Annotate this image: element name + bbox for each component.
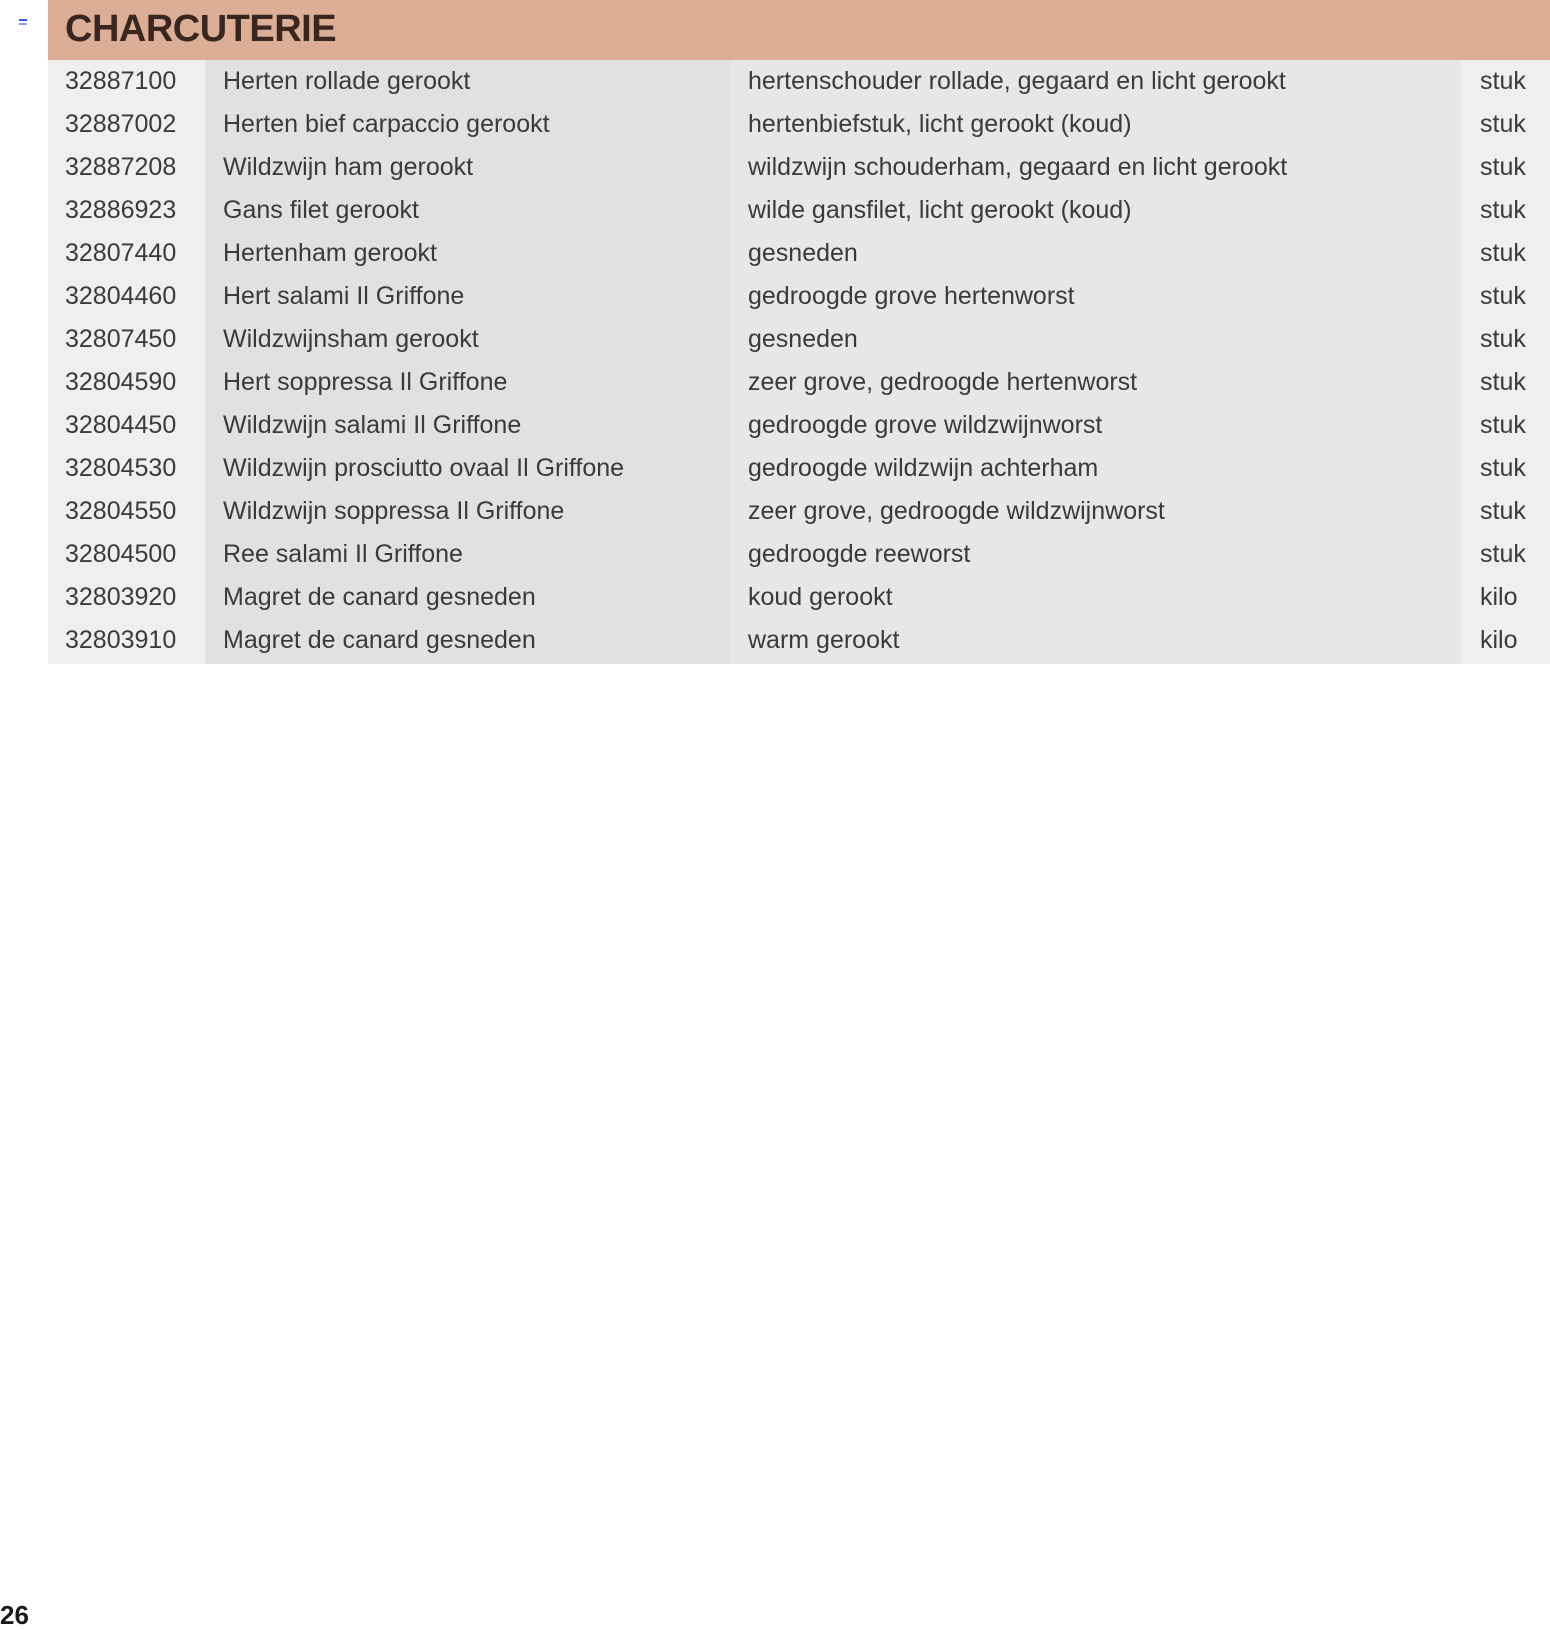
product-description: gedroogde grove wildzwijnworst: [748, 411, 1103, 439]
product-name: Herten rollade gerookt: [223, 67, 471, 95]
flag-icon: [19, 19, 27, 25]
product-name: Wildzwijn ham gerookt: [223, 153, 474, 181]
article-code: 32803910: [65, 626, 177, 654]
table-row: [48, 103, 1550, 146]
product-unit: stuk: [1480, 67, 1526, 95]
article-code: 32804590: [65, 368, 177, 396]
article-code: 32886923: [65, 196, 177, 224]
product-name: Hertenham gerookt: [223, 239, 438, 267]
product-name: Herten bief carpaccio gerookt: [223, 110, 550, 138]
product-description: zeer grove, gedroogde wildzwijnworst: [748, 497, 1165, 525]
product-unit: stuk: [1480, 497, 1526, 525]
product-description: hertenschouder rollade, gegaard en licht gerookt: [748, 67, 1286, 95]
product-description: koud gerookt: [748, 583, 893, 611]
table-row: [48, 232, 1550, 275]
product-description: wildzwijn schouderham, gegaard en licht gerookt: [748, 153, 1288, 181]
product-name: Wildzwijn prosciutto ovaal Il Griffone: [223, 454, 625, 482]
product-name: Magret de canard gesneden: [223, 583, 536, 611]
article-code: 32807450: [65, 325, 177, 353]
section-header: [48, 0, 1550, 60]
article-code: 32807440: [65, 239, 177, 267]
article-code: 32804530: [65, 454, 177, 482]
product-name: Wildzwijn soppressa Il Griffone: [223, 497, 565, 525]
product-description: warm gerookt: [748, 626, 900, 654]
table-row: [48, 146, 1550, 189]
table-row: [48, 490, 1550, 533]
product-unit: stuk: [1480, 196, 1526, 224]
product-description: hertenbiefstuk, licht gerookt (koud): [748, 110, 1132, 138]
article-code: 32804550: [65, 497, 177, 525]
product-unit: kilo: [1480, 626, 1518, 654]
product-description: gedroogde wildzwijn achterham: [748, 454, 1099, 482]
product-description: gesneden: [748, 239, 858, 267]
table-row: [48, 189, 1550, 232]
product-unit: stuk: [1480, 325, 1526, 353]
product-description: zeer grove, gedroogde hertenworst: [748, 368, 1138, 396]
table-row: [48, 318, 1550, 361]
product-table: [48, 60, 1550, 664]
table-row: [48, 533, 1550, 576]
table-row: [48, 619, 1550, 662]
article-code: 32804450: [65, 411, 177, 439]
product-unit: stuk: [1480, 540, 1526, 568]
table-row: [48, 275, 1550, 318]
article-code: 32887208: [65, 153, 177, 181]
product-description: gesneden: [748, 325, 858, 353]
article-code: 32887100: [65, 67, 177, 95]
article-code: 32887002: [65, 110, 177, 138]
section-title: CHARCUTERIE: [65, 8, 337, 50]
table-row: [48, 404, 1550, 447]
product-description: gedroogde reeworst: [748, 540, 971, 568]
product-description: wilde gansfilet, licht gerookt (koud): [748, 196, 1132, 224]
product-name: Hert soppressa Il Griffone: [223, 368, 508, 396]
product-unit: stuk: [1480, 110, 1526, 138]
product-unit: stuk: [1480, 239, 1526, 267]
table-row: [48, 60, 1550, 103]
article-code: 32804500: [65, 540, 177, 568]
article-code: 32804460: [65, 282, 177, 310]
product-unit: stuk: [1480, 282, 1526, 310]
product-unit: kilo: [1480, 583, 1518, 611]
product-unit: stuk: [1480, 368, 1526, 396]
table-row: [48, 361, 1550, 404]
article-code: 32803920: [65, 583, 177, 611]
table-row: [48, 447, 1550, 490]
product-name: Magret de canard gesneden: [223, 626, 536, 654]
product-unit: stuk: [1480, 411, 1526, 439]
product-unit: stuk: [1480, 454, 1526, 482]
product-name: Gans filet gerookt: [223, 196, 419, 224]
product-description: gedroogde grove hertenworst: [748, 282, 1075, 310]
product-name: Wildzwijn salami Il Griffone: [223, 411, 522, 439]
table-rows: [48, 60, 1550, 662]
page-number: 26: [0, 1600, 29, 1630]
product-name: Hert salami Il Griffone: [223, 282, 465, 310]
product-name: Wildzwijnsham gerookt: [223, 325, 479, 353]
table-row: [48, 576, 1550, 619]
product-unit: stuk: [1480, 153, 1526, 181]
product-name: Ree salami Il Griffone: [223, 540, 463, 568]
